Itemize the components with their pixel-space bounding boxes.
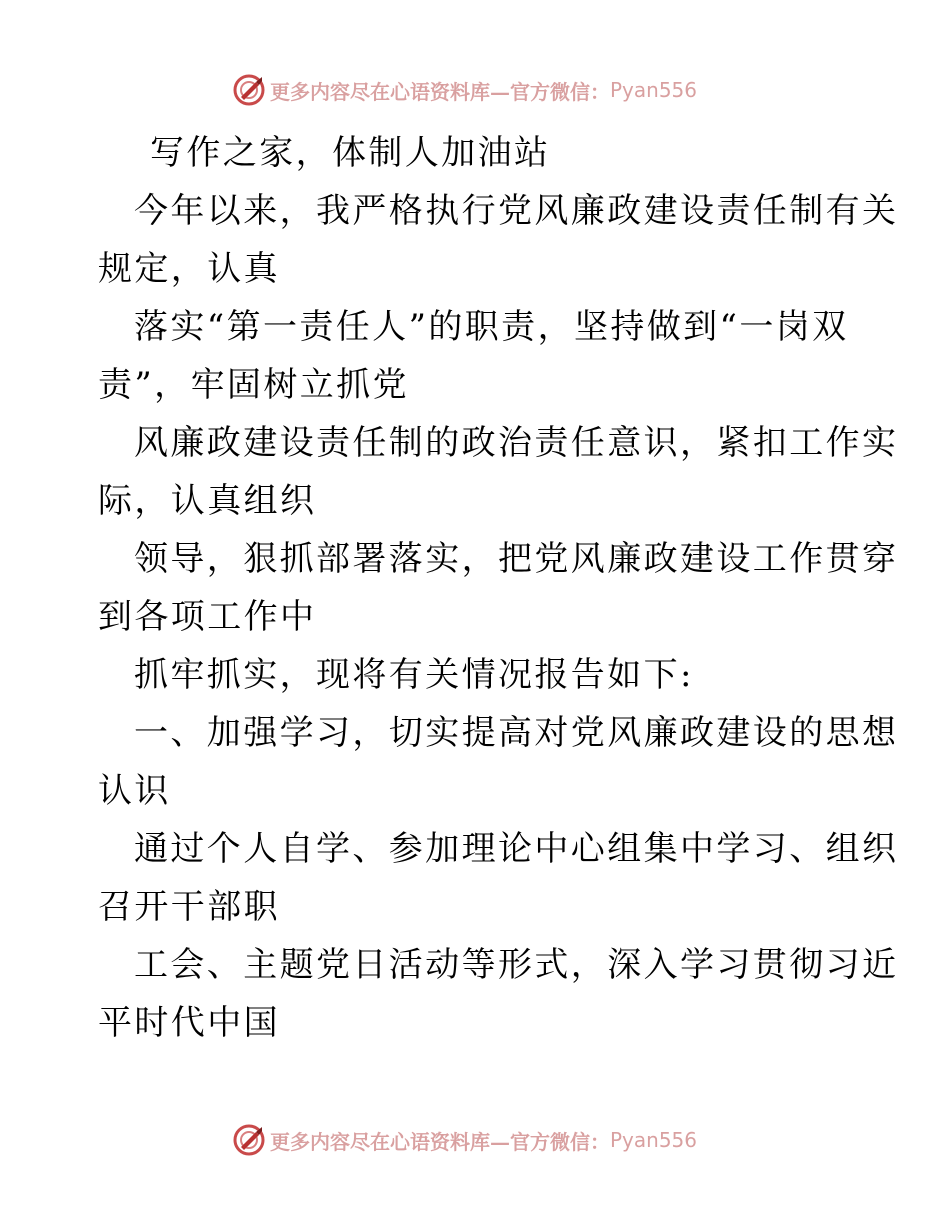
- paragraph-line: 平时代中国: [98, 1003, 280, 1043]
- watermark-text: 更多内容尽在心语资料库—官方微信：: [270, 1129, 610, 1154]
- watermark-contact: Pyan556: [610, 1128, 698, 1152]
- section-heading-line: 认识: [98, 771, 171, 811]
- paragraph-line: 落实“第一责任人”的职责，坚持做到“一岗双: [134, 307, 849, 347]
- paragraph-line: 抓牢抓实，现将有关情况报告如下:: [134, 655, 694, 695]
- paragraph-line: 际，认真组织: [98, 481, 317, 521]
- paragraph-line: 召开干部职: [98, 887, 280, 927]
- watermark-header: [232, 70, 712, 110]
- watermark-contact: Pyan556: [610, 78, 698, 102]
- paragraph-line: 通过个人自学、参加理论中心组集中学习、组织: [134, 829, 899, 869]
- paragraph-line: 工会、主题党日活动等形式，深入学习贯彻习近: [134, 945, 899, 985]
- watermark-logo-icon: [232, 1123, 266, 1157]
- watermark-logo-icon: [232, 73, 266, 107]
- paragraph-line: 风廉政建设责任制的政治责任意识，紧扣工作实: [134, 423, 899, 463]
- document-body: [98, 124, 899, 1052]
- document-title-line: 写作之家，体制人加油站: [150, 133, 551, 173]
- watermark-footer: [232, 1120, 712, 1160]
- paragraph-line: 规定，认真: [98, 249, 280, 289]
- paragraph-line: 今年以来，我严格执行党风廉政建设责任制有关: [134, 191, 899, 231]
- paragraph-line: 责”，牢固树立抓党: [98, 365, 409, 405]
- paragraph-line: 到各项工作中: [98, 597, 317, 637]
- paragraph-line: 领导，狠抓部署落实，把党风廉政建设工作贯穿: [134, 539, 899, 579]
- watermark-text: 更多内容尽在心语资料库—官方微信：: [270, 79, 610, 104]
- section-heading-line: 一、加强学习，切实提高对党风廉政建设的思想: [134, 713, 899, 753]
